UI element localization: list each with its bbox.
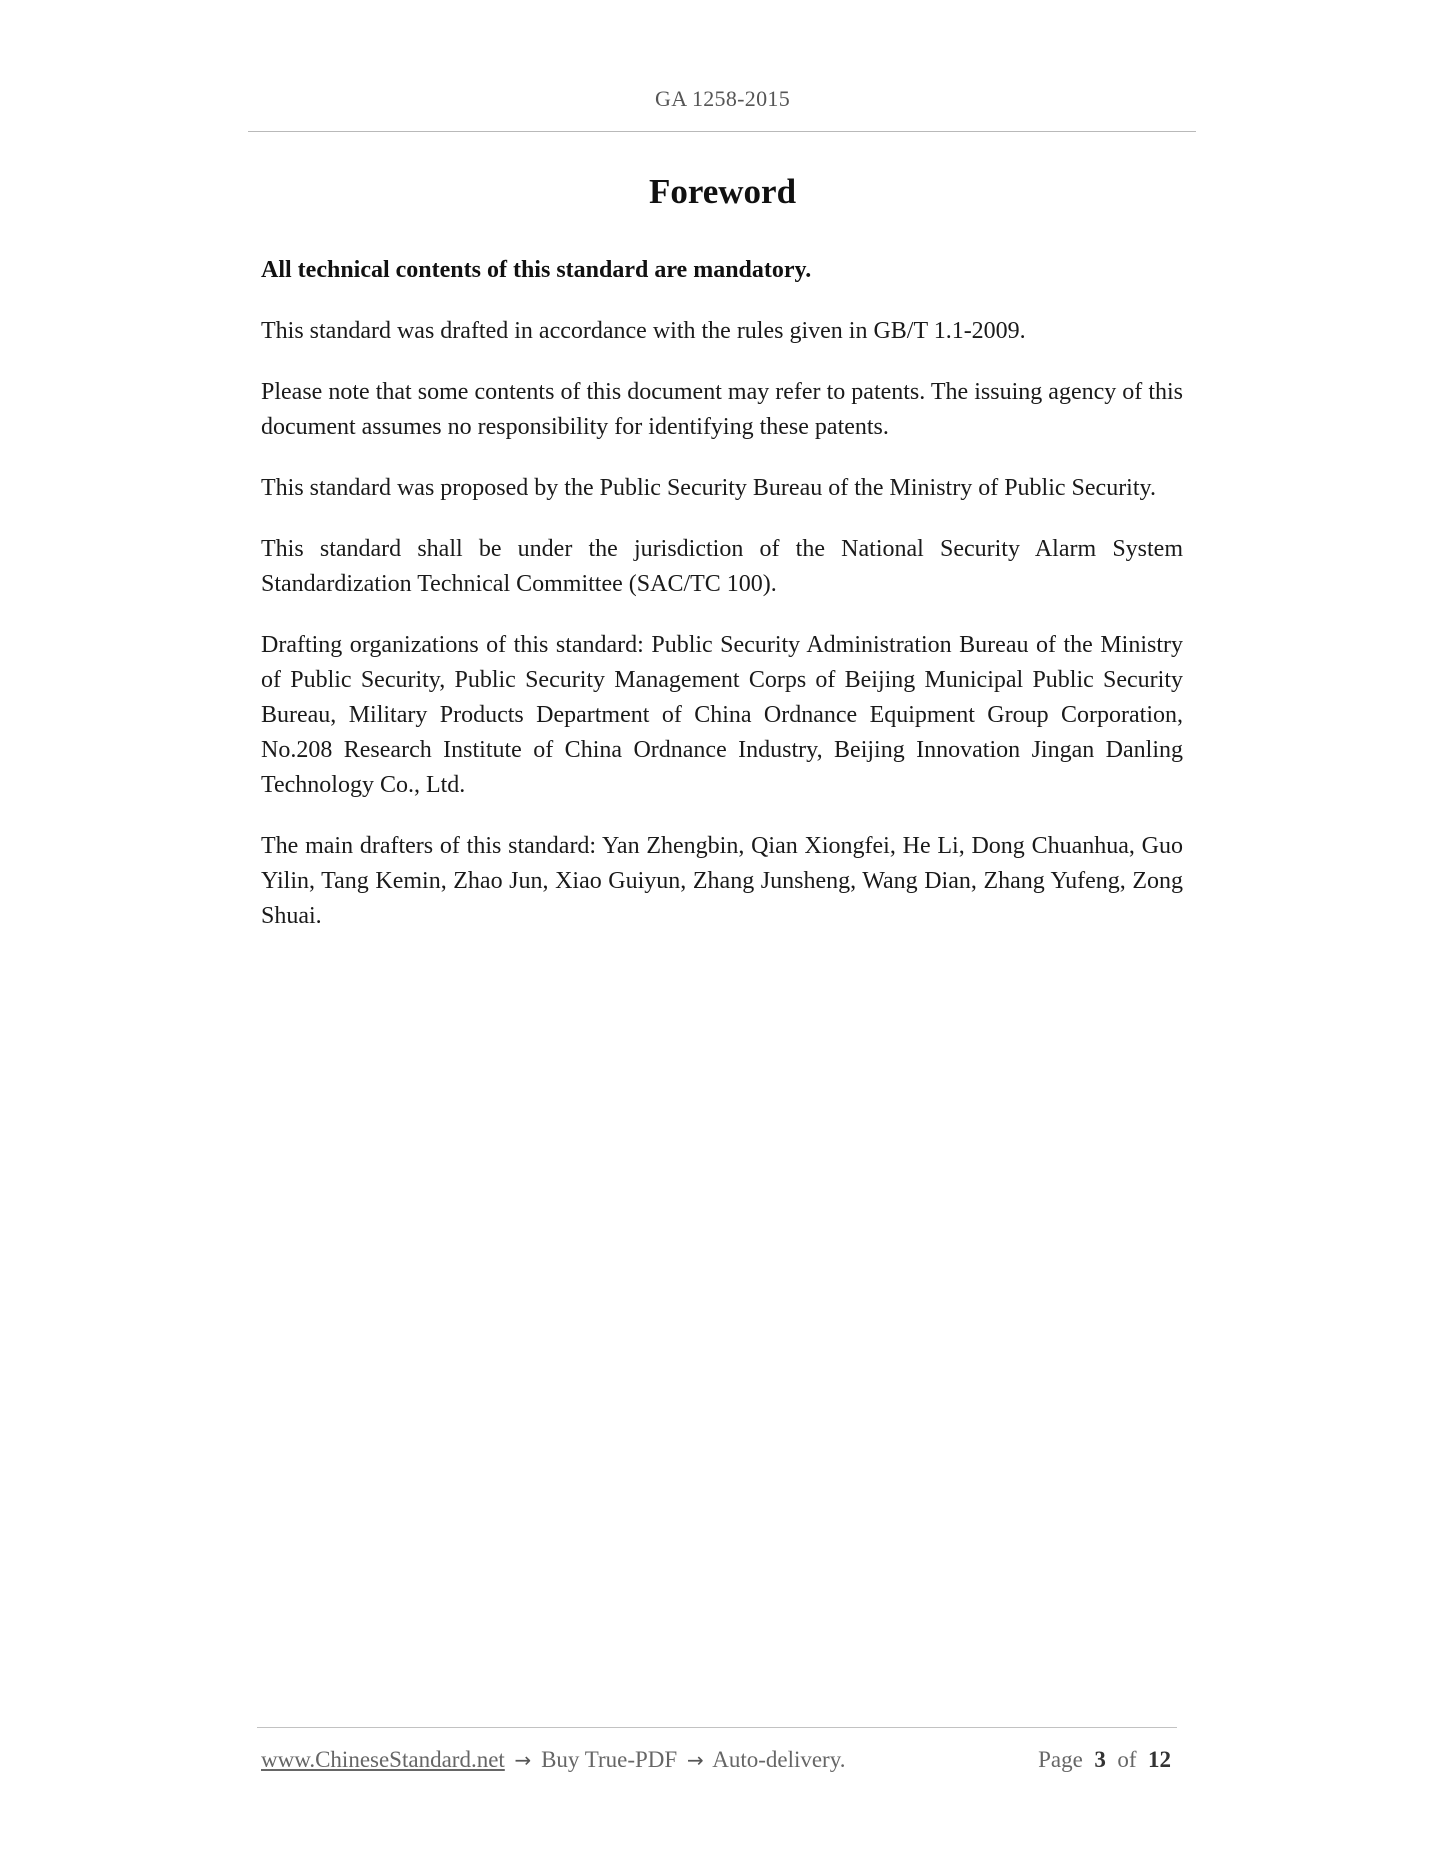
drafting-rules-paragraph: This standard was drafted in accordance with the rules given in GB/T 1.1-2009. [261,318,1026,344]
header-divider [248,131,1196,132]
patent-notice-paragraph: Please note that some contents of this document may refer to patents. The issuing agency of this document assumes no responsibility for identifying these patents. [261,379,1183,440]
page-of-label: of [1117,1747,1137,1772]
page-number [1038,1747,1171,1773]
jurisdiction-paragraph: This standard shall be under the jurisdiction of the National Security Alarm System Standardization Technical Committee (SAC/TC 100). [261,536,1183,597]
proposer-paragraph: This standard was proposed by the Public Security Bureau of the Ministry of Public Security. [261,475,1156,501]
document-code-header: GA 1258-2015 [655,86,790,111]
right-arrow-icon: → [514,1748,532,1772]
total-pages: 12 [1148,1747,1171,1772]
page-title: Foreword [648,172,797,211]
page-footer [261,1747,1171,1773]
current-page: 3 [1094,1747,1106,1772]
right-arrow-icon: → [686,1748,704,1772]
main-drafters-paragraph: The main drafters of this standard: Yan Zhengbin, Qian Xiongfei, He Li, Dong Chuanhua, Guo Yilin, Tang Kemin, Zhao Jun, Xiao Guiyun, Zhang Junsheng, Wang Dian, Zhang Yufeng, Zong Shuai. [261,833,1183,929]
drafting-organizations-paragraph: Drafting organizations of this standard: Public Security Administration Bureau of the Ministry of Public Security, Public Security Management Corps of Beijing Municipal Public Security Bureau, Military Products Department of China Ordnance Equipment Group Corporation, No.208 Research Institute of China Ordnance Industry, Beijing Innovation Jingan Danling Technology Co., Ltd. [261,632,1183,798]
buy-true-pdf-text: Buy True-PDF [541,1747,678,1772]
mandatory-statement: All technical contents of this standard are mandatory. [261,257,812,283]
auto-delivery-text: Auto-delivery. [712,1747,846,1772]
foreword-body [261,253,1183,960]
chinesestandard-link[interactable]: www.ChineseStandard.net [261,1747,505,1772]
page-label: Page [1038,1747,1083,1772]
footer-divider [257,1727,1177,1728]
footer-links [261,1747,845,1773]
